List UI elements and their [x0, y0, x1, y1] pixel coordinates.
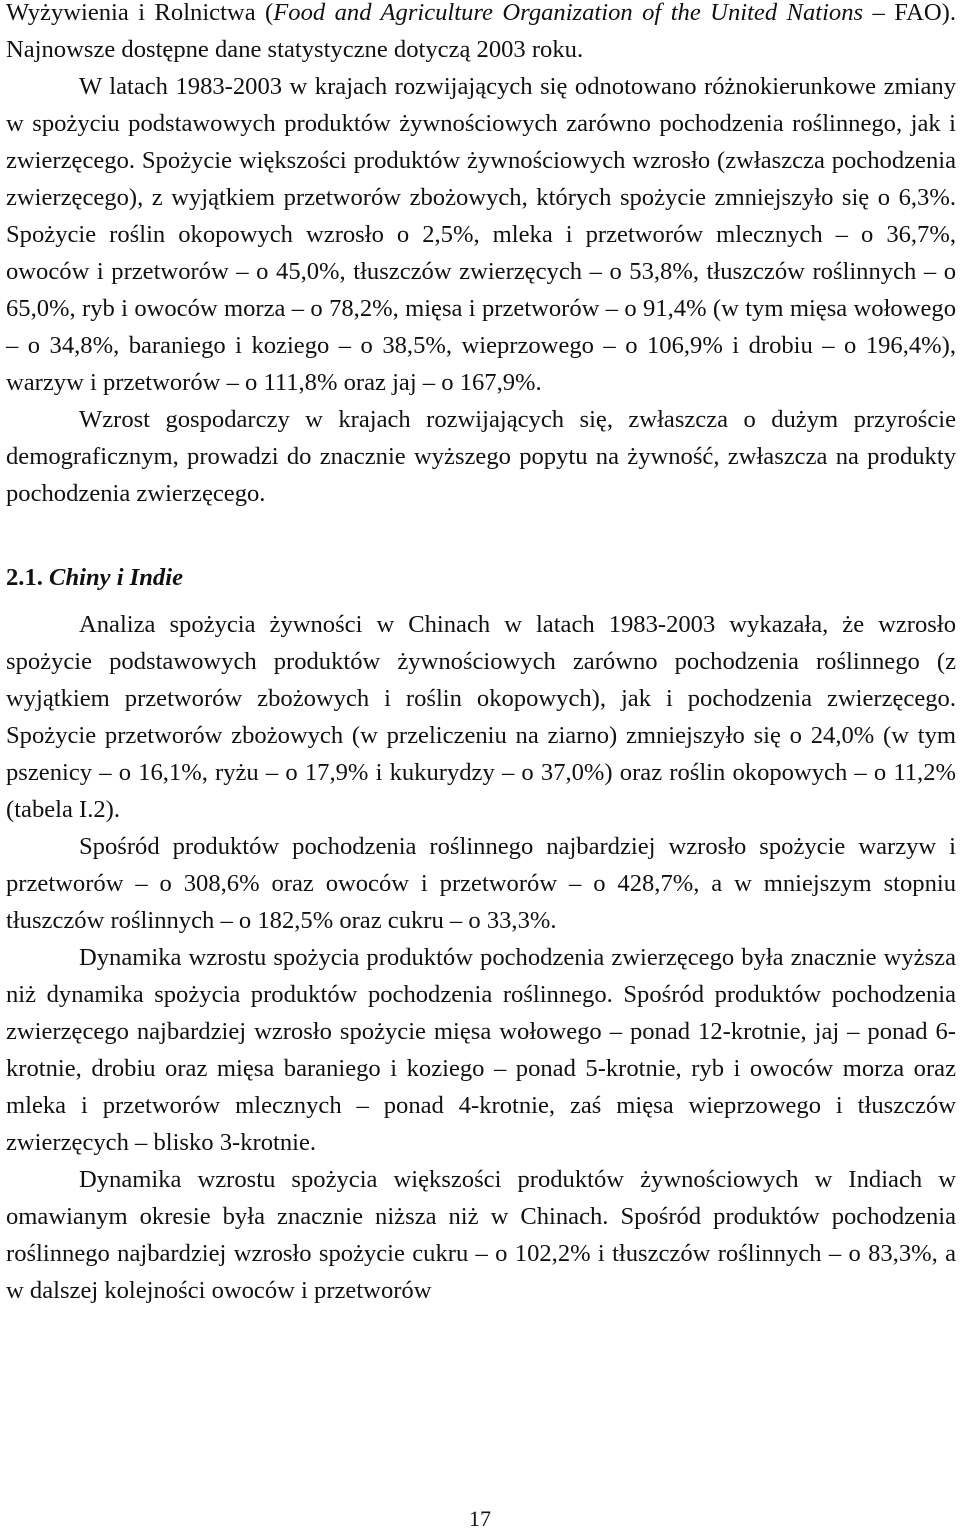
section-number: 2.1.: [6, 564, 43, 591]
section-body: [6, 606, 956, 1309]
text-fragment: – FAO). Najnowsze dostępne dane statystyczne dotyczą 2003 roku.: [6, 0, 957, 63]
page-number: 17: [469, 1506, 491, 1531]
section-heading: [6, 559, 956, 596]
document-page: [6, 0, 956, 1309]
text-fragment: Wyżywienia i Rolnictwa (: [6, 0, 274, 26]
paragraph-india-dynamics: Dynamika wzrostu spożycia większości produktów żywnościowych w Indiach w omawianym okresie była znacznie niższa niż w Chinach. Spośród produktów pochodzenia roślinnego najbardziej wzrosło spożycie cukru – o 102,2% i tłuszczów roślinnych – o 83,3%, a w dalszej kolejności owoców i przetworów: [6, 1166, 956, 1304]
paragraph-animal-products: Dynamika wzrostu spożycia produktów pochodzenia zwierzęcego była znacznie wyższa niż dynamika spożycia produktów pochodzenia roślinnego. Spośród produktów pochodzenia zwierzęcego najbardziej wzrosło spożycie mięsa wołowego – ponad 12-krotnie, jaj – ponad 6-krotnie, drobiu oraz mięsa baraniego i koziego – ponad 5-krotnie, ryb i owoców morza oraz mleka i przetworów mlecznych – ponad 4-krotnie, zaś mięsa wieprzowego i tłuszczów zwierzęcych – blisko 3-krotnie.: [6, 944, 956, 1156]
paragraph-consumption-changes: W latach 1983-2003 w krajach rozwijających się odnotowano różnokierunkowe zmiany w spożyciu podstawowych produktów żywnościowych zarówno pochodzenia roślinnego, jak i zwierzęcego. Spożycie większości produktów żywnościowych wzrosło (zwłaszcza pochodzenia zwierzęcego), z wyjątkiem przetworów zbożowych, których spożycie zmniejszyło się o 6,3%. Spożycie roślin okopowych wzrosło o 2,5%, mleka i przetworów mlecznych – o 36,7%, owoców i przetworów – o 45,0%, tłuszczów zwierzęcych – o 53,8%, tłuszczów roślinnych – o 65,0%, ryb i owoców morza – o 78,2%, mięsa i przetworów – o 91,4% (w tym mięsa wołowego – o 34,8%, baraniego i koziego – o 38,5%, wieprzowego – o 106,9% i drobiu – o 196,4%), warzyw i przetworów – o 111,8% oraz jaj – o 167,9%.: [6, 73, 956, 396]
paragraph-economic-growth: Wzrost gospodarczy w krajach rozwijających się, zwłaszcza o dużym przyroście demograficznym, prowadzi do znacznie wyższego popytu na żywność, zwłaszcza na produkty pochodzenia zwierzęcego.: [6, 406, 956, 507]
section-title: Chiny i Indie: [49, 564, 183, 591]
paragraph-fao-continuation: [6, 0, 956, 68]
paragraph-china-analysis: Analiza spożycia żywności w Chinach w latach 1983-2003 wykazała, że wzrosło spożycie podstawowych produktów żywnościowych zarówno pochodzenia roślinnego (z wyjątkiem przetworów zbożowych i roślin okopowych), jak i pochodzenia zwierzęcego. Spożycie przetworów zbożowych (w przeliczeniu na ziarno) zmniejszyło się o 24,0% (w tym pszenicy – o 16,1%, ryżu – o 17,9% i kukurydzy – o 37,0%) oraz roślin okopowych – o 11,2% (tabela I.2).: [6, 611, 956, 823]
paragraph-plant-products: Spośród produktów pochodzenia roślinnego najbardziej wzrosło spożycie warzyw i przetworów – o 308,6% oraz owoców i przetworów – o 428,7%, a w mniejszym stopniu tłuszczów roślinnych – o 182,5% oraz cukru – o 33,3%.: [6, 833, 956, 934]
italic-organization-name: Food and Agriculture Organization of the United Nations: [273, 0, 864, 26]
